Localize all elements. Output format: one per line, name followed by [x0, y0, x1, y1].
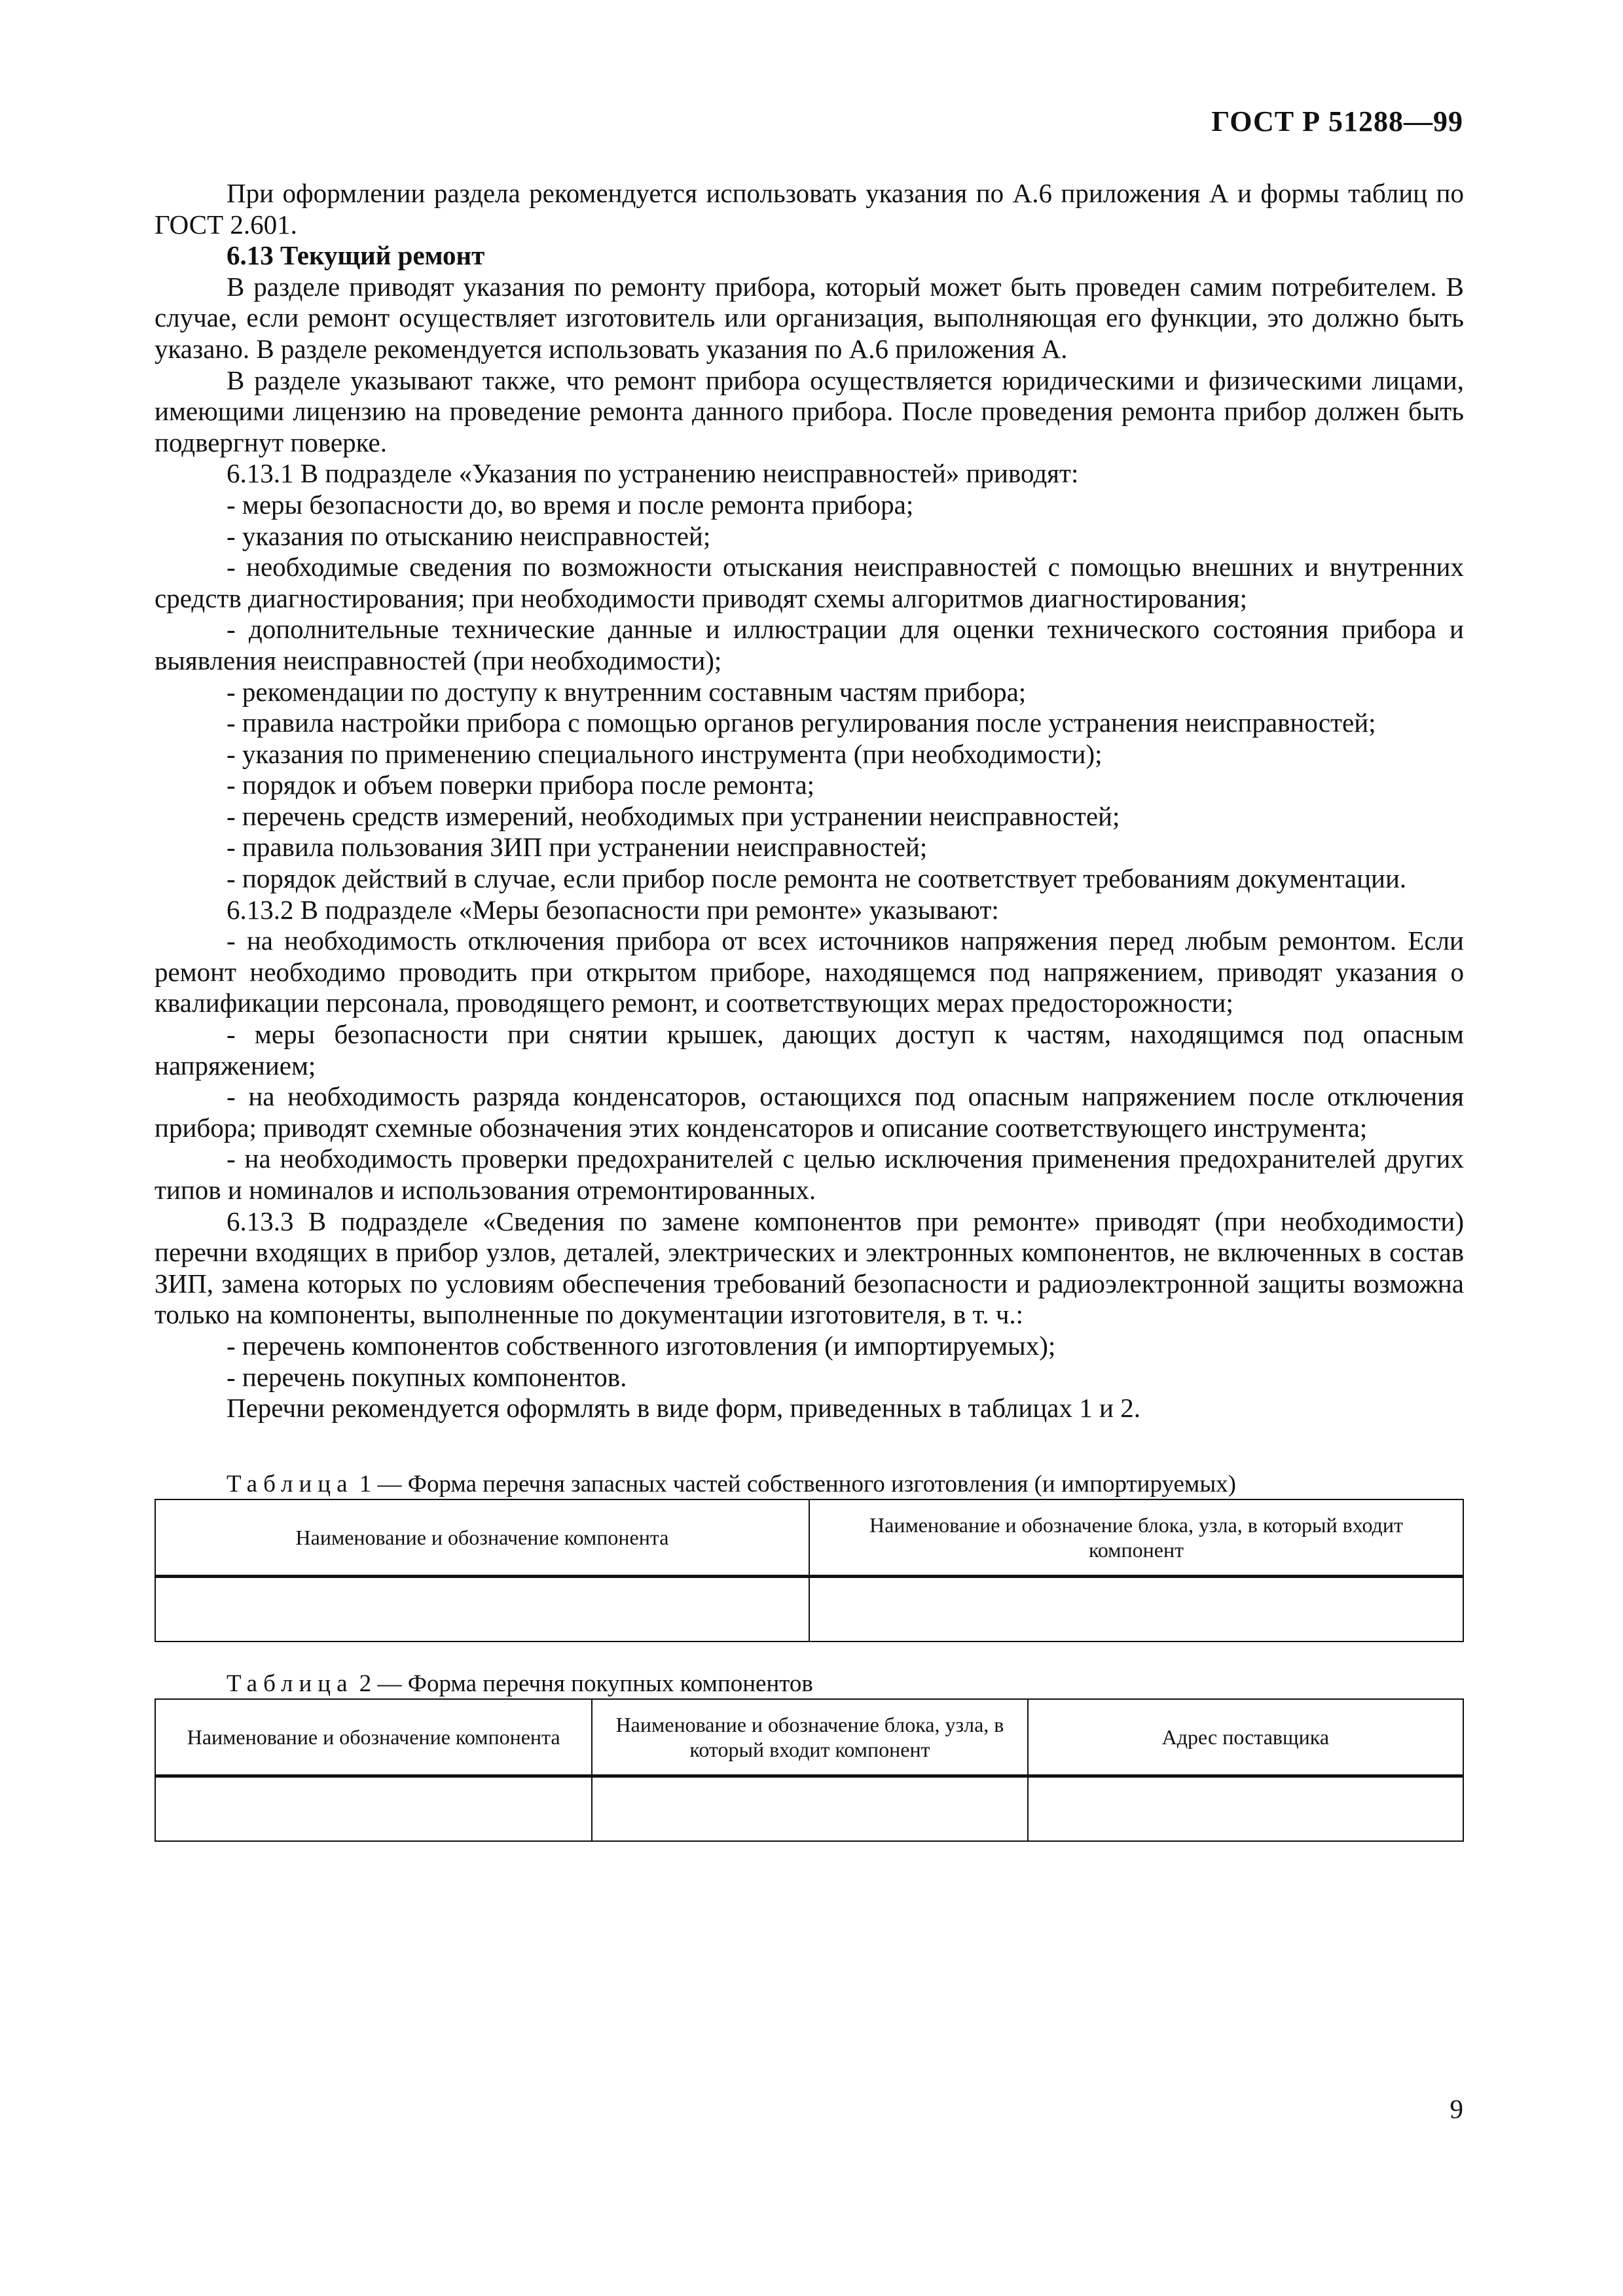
list-item: - на необходимость проверки предохранителей с целью исключения применения предохранителей других типов и номиналов и использования отремонтированных.: [155, 1143, 1464, 1205]
table-2-caption-text: 2 — Форма перечня покупных компонентов: [353, 1670, 813, 1697]
table-2-cell-supplier: [1028, 1776, 1463, 1841]
document-header: ГОСТ Р 51288—99: [1211, 105, 1463, 137]
list-item: - порядок и объем поверки прибора после ремонта;: [227, 770, 815, 800]
table-1-cell-component: [155, 1576, 809, 1641]
table-1-block: [155, 1470, 1464, 1642]
paragraph: 6.13.2 В подразделе «Меры безопасности при ремонте» указывают:: [227, 894, 999, 925]
table-2-caption: [155, 1670, 1464, 1698]
paragraph: При оформлении раздела рекомендуется использовать указания по А.6 приложения А и формы таблиц по ГОСТ 2.601.: [155, 178, 1464, 240]
table-1-caption-text: 1 — Форма перечня запасных частей собственного изготовления (и импортируемых): [353, 1470, 1236, 1498]
list-item: - меры безопасности до, во время и после ремонта прибора;: [227, 489, 914, 520]
paragraph: В разделе приводят указания по ремонту прибора, который может быть проведен самим потребителем. В случае, если ремонт осуществляет изготовитель или организация, выполняющая его функции, это должно быть указано. В разделе рекомендуется использовать указания по А.6 приложения А.: [155, 271, 1464, 364]
table-1-caption: [155, 1470, 1464, 1499]
list-item: - необходимые сведения по возможности отыскания неисправностей с помощью внешних и внутренних средств диагностирования; при необходимости приводят схемы алгоритмов диагностирования;: [155, 552, 1464, 613]
document-body: [155, 178, 1464, 1842]
table-2-block: [155, 1670, 1464, 1842]
list-item: - указания по применению специального инструмента (при необходимости);: [227, 738, 1103, 769]
table-1-empty-row: [155, 1576, 1463, 1641]
page-number: 9: [1450, 2094, 1463, 2124]
table-2-cell-block: [592, 1776, 1027, 1841]
table-2-header-block: Наименование и обозначение блока, узла, в который входит компонент: [592, 1699, 1027, 1776]
list-item: - перечень компонентов собственного изготовления (и импортируемых);: [227, 1330, 1056, 1361]
list-item: - рекомендации по доступу к внутренним составным частям прибора;: [227, 676, 1027, 707]
list-item: - правила пользования ЗИП при устранении неисправностей;: [227, 832, 928, 863]
list-item: - перечень покупных компонентов.: [227, 1361, 627, 1392]
list-item: - меры безопасности при снятии крышек, дающих доступ к частям, находящимся под опасным напряжением;: [155, 1019, 1464, 1081]
paragraph: Перечни рекомендуется оформлять в виде форм, приведенных в таблицах 1 и 2.: [227, 1393, 1140, 1424]
table-1-cell-block: [809, 1576, 1463, 1641]
table-2-caption-label: Таблица: [227, 1670, 354, 1697]
paragraph: 6.13.3 В подразделе «Сведения по замене компонентов при ремонте» приводят (при необходимости) перечни входящих в прибор узлов, деталей, электрических и электронных компонентов, не включенных в состав ЗИП, замена которых по условиям обеспечения требований безопасности и радиоэлектронной защиты возможна только на компоненты, выполненные по документации изготовителя, в т. ч.:: [155, 1206, 1464, 1330]
list-item: - дополнительные технические данные и иллюстрации для оценки технического состояния прибора и выявления неисправностей (при необходимости);: [155, 614, 1464, 675]
table-2-cell-component: [155, 1776, 592, 1841]
list-item: - правила настройки прибора с помощью органов регулирования после устранения неисправностей;: [227, 708, 1376, 738]
table-2-empty-row: [155, 1776, 1463, 1841]
table-2-header-component: Наименование и обозначение компонента: [155, 1699, 592, 1776]
table-1-header-row: [155, 1499, 1463, 1577]
table-1-header-component: Наименование и обозначение компонента: [155, 1499, 809, 1577]
list-item: - порядок действий в случае, если прибор после ремонта не соответствует требованиям документации.: [227, 863, 1407, 894]
section-heading: 6.13 Текущий ремонт: [227, 240, 485, 271]
paragraph: В разделе указывают также, что ремонт прибора осуществляется юридическими и физическими лицами, имеющими лицензию на проведение ремонта данного прибора. После проведения ремонта прибор должен быть подвергнут поверке.: [155, 365, 1464, 457]
table-1-header-block: Наименование и обозначение блока, узла, в который входит компонент: [809, 1499, 1463, 1577]
list-item: - перечень средств измерений, необходимых при устранении неисправностей;: [227, 800, 1120, 831]
list-item: - указания по отысканию неисправностей;: [227, 520, 711, 551]
table-2: [155, 1698, 1464, 1842]
list-item: - на необходимость разряда конденсаторов, остающихся под опасным напряжением после отключения прибора; приводят схемные обозначения этих конденсаторов и описание соответствующего инструмента;: [155, 1081, 1464, 1143]
list-item: - на необходимость отключения прибора от всех источников напряжения перед любым ремонтом. Если ремонт необходимо проводить при открытом приборе, находящемся под напряжением, приводят указания о квалификации персонала, проводящего ремонт, и соответствующих мерах предосторожности;: [155, 925, 1464, 1018]
paragraph: 6.13.1 В подразделе «Указания по устранению неисправностей» приводят:: [227, 458, 1079, 489]
table-2-header-row: [155, 1699, 1463, 1776]
table-1-caption-label: Таблица: [227, 1470, 354, 1498]
table-1: [155, 1499, 1464, 1642]
paragraph-list: [155, 178, 1464, 1424]
table-2-header-supplier: Адрес поставщика: [1028, 1699, 1463, 1776]
